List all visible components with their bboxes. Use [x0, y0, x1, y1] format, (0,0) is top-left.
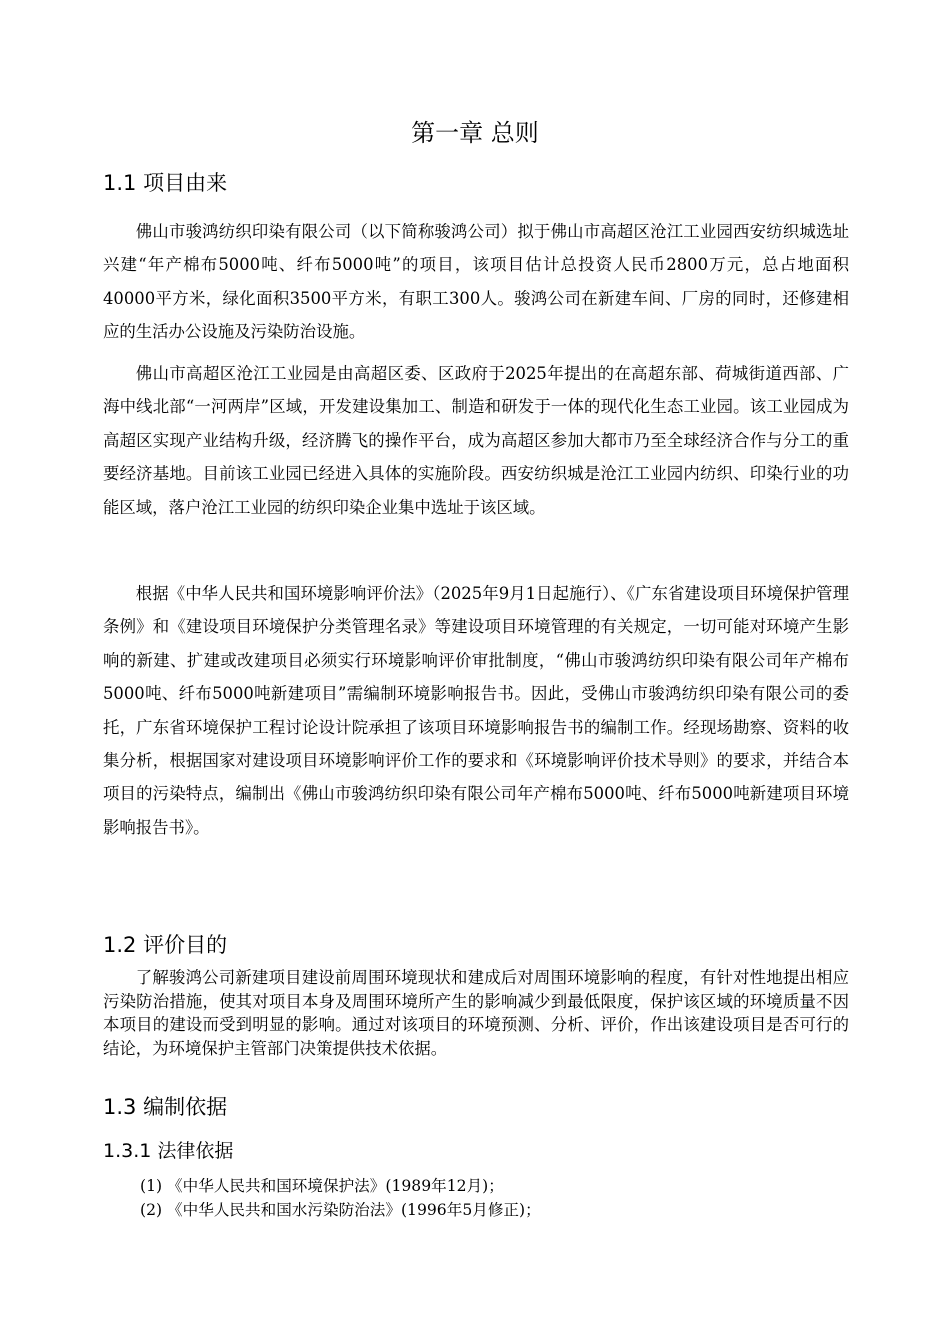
paragraph-project-origin-3: 根据《中华人民共和国环境影响评价法》（2025年9月1日起施行）、《广东省建设项目环境保护管理条例》和《建设项目环境保护分类管理名录》等建设项目环境管理的有关规定，一切可能对环境产生影响的新建、扩建或改建项目必须实行环境影响评价审批制度，“佛山市骏鸿纺织印染有限公司年产棉布5000吨、纤布5000吨新建项目”需编制环境影响报告书。因此，受佛山市骏鸿纺织印染有限公司的委托，广东省环境保护工程讨论设计院承担了该项目环境影响报告书的编制工作。经现场勘察、资料的收集分析，根据国家对建设项目环境影响评价工作的要求和《环境影响评价技术导则》的要求，并结合本项目的污染特点，编制出《佛山市骏鸿纺织印染有限公司年产棉布5000吨、纤布5000吨新建项目环境影响报告书》。	[103, 584, 849, 837]
paragraph-evaluation-purpose: 了解骏鸿公司新建项目建设前周围环境现状和建成后对周围环境影响的程度，有针对性地提出相应污染防治措施，使其对项目本身及周围环境所产生的影响减少到最低限度，保护该区域的环境质量不因本项目的建设而受到明显的影响。通过对该项目的环境预测、分析、评价，作出该建设项目是否可行的结论，为环境保护主管部门决策提供技术依据。	[103, 968, 849, 1058]
chapter-title: 第一章 总则	[411, 119, 539, 147]
section-heading-1-1: 1.1 项目由来	[103, 171, 228, 195]
section-heading-1-3: 1.3 编制依据	[103, 1095, 228, 1119]
paragraph-project-origin-2: 佛山市高超区沧江工业园是由高超区委、区政府于2025年提出的在高超东部、荷城街道西部、广海中线北部“一河两岸”区域，开发建设集加工、制造和研发于一体的现代化生态工业园。该工业园成为高超区实现产业结构升级，经济腾飞的操作平台，成为高超区参加大都市乃至全球经济合作与分工的重要经济基地。目前该工业园已经进入具体的实施阶段。西安纺织城是沧江工业园内纺织、印染行业的功能区域，落户沧江工业园的纺织印染企业集中选址于该区域。	[103, 364, 849, 517]
section-heading-1-2: 1.2 评价目的	[103, 933, 228, 957]
law-list-item: (1) 《中华人民共和国环境保护法》(1989年12月)；	[140, 1177, 504, 1195]
paragraph-project-origin-1: 佛山市骏鸿纺织印染有限公司（以下简称骏鸿公司）拟于佛山市高超区沧江工业园西安纺织城选址兴建“年产棉布5000吨、纤布5000吨”的项目，该项目估计总投资人民币2800万元，总占地面积40000平方米，绿化面积3500平方米，有职工300人。骏鸿公司在新建车间、厂房的同时，还修建相应的生活办公设施及污染防治设施。	[103, 222, 849, 342]
law-list-item: (2) 《中华人民共和国水污染防治法》(1996年5月修正)；	[140, 1201, 541, 1219]
law-basis-list	[140, 1174, 541, 1222]
section-heading-1-3-1: 1.3.1 法律依据	[103, 1140, 234, 1162]
